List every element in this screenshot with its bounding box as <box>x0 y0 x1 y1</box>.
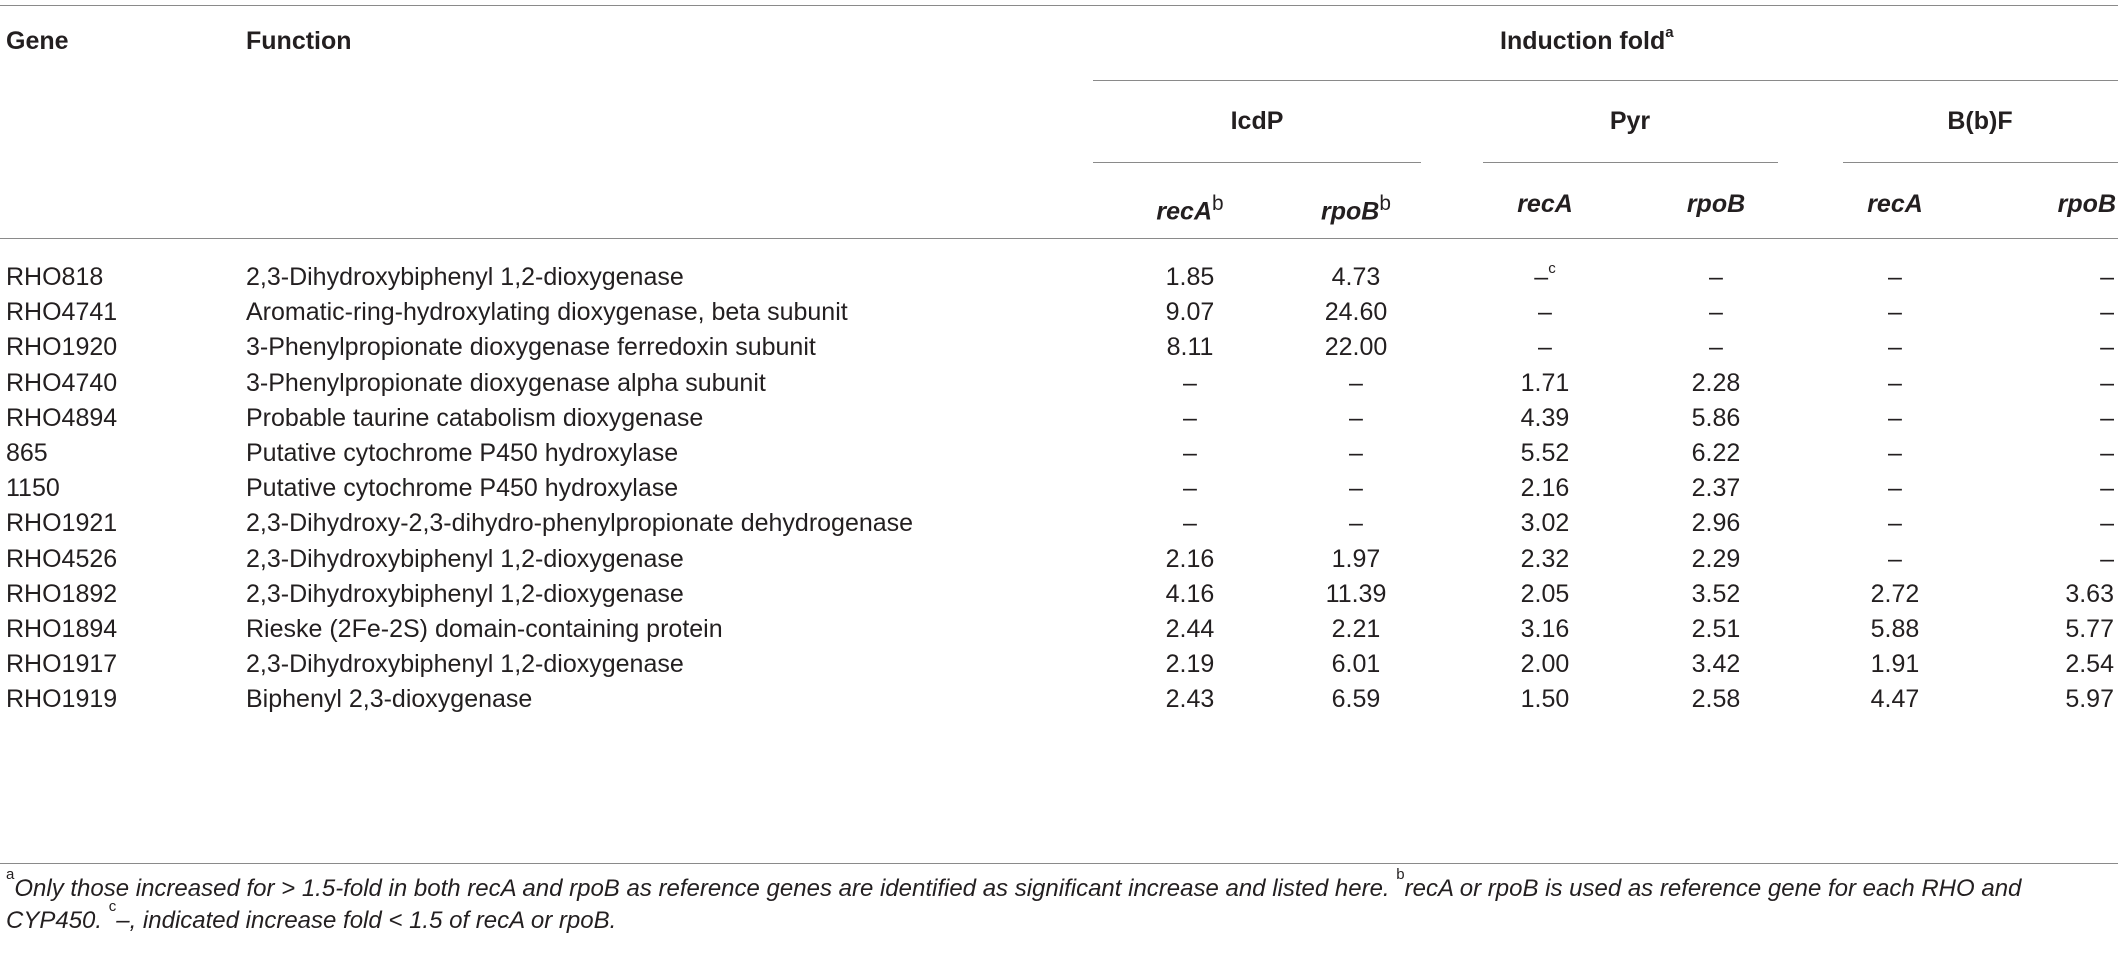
footnote-c-text: –, indicated increase fold < 1.5 of recA or rpoB. <box>116 907 617 934</box>
cell-value-text: 2.19 <box>1165 650 1215 679</box>
cell-value-text: 3.52 <box>1691 579 1741 608</box>
cell-value <box>1646 649 1786 679</box>
cell-value-text: 3.63 <box>2065 579 2114 608</box>
cell-value <box>1646 332 1786 362</box>
cell-value-text: – <box>2100 509 2114 538</box>
cell-value <box>1475 684 1615 714</box>
footnotes <box>6 866 2116 937</box>
cell-value-text: 4.16 <box>1165 579 1215 608</box>
header-subcol-label: rpoB <box>1686 190 1746 218</box>
cell-value-text: 9.07 <box>1165 298 1215 327</box>
cell-value <box>1120 614 1260 644</box>
cell-value <box>1286 297 1426 327</box>
header-subcol-label: rpoB <box>1321 197 1380 226</box>
cell-value <box>1120 579 1260 609</box>
cell-value-text: – <box>2100 544 2114 573</box>
cell-value-text: 2.54 <box>2065 650 2114 679</box>
cell-value <box>1120 297 1260 327</box>
cell-value <box>1286 438 1426 468</box>
cell-value <box>1974 332 2114 362</box>
header-function: Function <box>246 27 352 55</box>
cell-value <box>1286 684 1426 714</box>
cell-value <box>1974 262 2114 292</box>
cell-gene: 1150 <box>6 474 60 503</box>
cell-value <box>1646 508 1786 538</box>
cell-value-text: – <box>2100 333 2114 362</box>
cell-value <box>1120 649 1260 679</box>
cell-value <box>1286 508 1426 538</box>
cell-value-text: – <box>2100 474 2114 503</box>
cell-value-text: 6.22 <box>1691 439 1741 467</box>
cell-function: 2,3-Dihydroxybiphenyl 1,2-dioxygenase <box>246 579 684 608</box>
cell-function: Rieske (2Fe-2S) domain-containing protein <box>246 615 723 643</box>
induction-rule <box>1093 80 2118 81</box>
cell-value-text: – <box>1709 298 1723 327</box>
cell-value <box>1974 684 2114 714</box>
cell-value <box>1646 262 1786 292</box>
cell-function: 2,3-Dihydroxybiphenyl 1,2-dioxygenase <box>246 544 684 573</box>
cell-value-text: 1.91 <box>1870 650 1920 679</box>
footnote-mark-b: b <box>1212 192 1224 215</box>
cell-value <box>1286 473 1426 503</box>
cell-function: Putative cytochrome P450 hydroxylase <box>246 474 679 503</box>
cell-value <box>1825 649 1965 679</box>
header-subcol-1 <box>1286 189 1426 226</box>
cell-value-text: 2.32 <box>1520 544 1570 573</box>
cell-value <box>1475 438 1615 468</box>
cell-value-text: – <box>2100 403 2114 432</box>
header-subcol-label: rpoB <box>2057 190 2116 218</box>
cell-value-text: 6.01 <box>1331 650 1381 679</box>
cell-value-text: 6.59 <box>1331 685 1381 714</box>
cell-value <box>1286 579 1426 609</box>
cell-value <box>1286 649 1426 679</box>
header-gene: Gene <box>6 27 69 55</box>
cell-value-text: 2.28 <box>1691 368 1741 397</box>
cell-gene: RHO4741 <box>6 298 118 327</box>
cell-value-text: 24.60 <box>1324 298 1388 327</box>
cell-gene: RHO1919 <box>6 685 118 714</box>
cell-value-text: – <box>1538 298 1552 327</box>
header-subcol-label: recA <box>1156 197 1212 226</box>
cell-value <box>1646 368 1786 398</box>
cell-value-text: 5.97 <box>2065 685 2114 714</box>
cell-value <box>1120 684 1260 714</box>
cell-value <box>1825 403 1965 433</box>
cell-value-text: – <box>2100 368 2114 397</box>
cell-value-text: 2.16 <box>1520 474 1570 503</box>
cell-value-text: 5.86 <box>1691 403 1741 432</box>
header-group-1: Pyr <box>1609 107 1651 135</box>
footnote-a-mark: a <box>6 866 15 883</box>
cell-value-text: – <box>1183 403 1197 432</box>
cell-value-text: 5.52 <box>1520 439 1570 467</box>
cell-value-text: – <box>1888 474 1902 503</box>
cell-value-text: 1.85 <box>1165 263 1215 291</box>
cell-gene: RHO1920 <box>6 333 118 362</box>
cell-value-text: 2.96 <box>1691 509 1741 538</box>
cell-value <box>1825 684 1965 714</box>
cell-function: Putative cytochrome P450 hydroxylase <box>246 439 679 467</box>
cell-gene: RHO4526 <box>6 544 118 573</box>
cell-value-text: – <box>1709 333 1723 362</box>
header-group-0: IcdP <box>1230 107 1284 135</box>
cell-value <box>1974 544 2114 574</box>
cell-value <box>1825 297 1965 327</box>
cell-value-text: – <box>1349 474 1363 503</box>
cell-value <box>1120 438 1260 468</box>
cell-value <box>1120 473 1260 503</box>
cell-value-text: 2.37 <box>1691 474 1741 503</box>
cell-value <box>1974 614 2114 644</box>
cell-value <box>1825 579 1965 609</box>
cell-value <box>1974 473 2114 503</box>
cell-value-text: – <box>1183 474 1197 503</box>
group-rule-bbf <box>1843 162 2118 163</box>
cell-value-text: – <box>2100 439 2114 467</box>
cell-value-text: – <box>1349 509 1363 538</box>
cell-value-text: – <box>1349 403 1363 432</box>
cell-gene: RHO1921 <box>6 509 118 538</box>
cell-value <box>1120 508 1260 538</box>
cell-value <box>1475 368 1615 398</box>
cell-value <box>1974 297 2114 327</box>
cell-value-text: 2.44 <box>1165 615 1215 643</box>
header-subcol-2 <box>1475 189 1615 219</box>
cell-gene: RHO1894 <box>6 615 118 643</box>
cell-value <box>1286 332 1426 362</box>
cell-value <box>1646 579 1786 609</box>
cell-value-text: 8.11 <box>1166 333 1214 362</box>
cell-value <box>1825 614 1965 644</box>
cell-value <box>1825 544 1965 574</box>
cell-value <box>1120 332 1260 362</box>
cell-value-text: 5.77 <box>2065 615 2114 643</box>
cell-function: Aromatic-ring-hydroxylating dioxygenase, beta subunit <box>246 298 848 327</box>
footnote-b-mark: b <box>1396 866 1405 883</box>
cell-value-text: 1.71 <box>1520 368 1570 397</box>
cell-value-text: – <box>1888 544 1902 573</box>
cell-value-text: 1.50 <box>1520 685 1570 714</box>
footnote-c-mark: c <box>108 898 117 915</box>
footnote-b-text: recA or rpoB is used as reference gene for each RHO and CYP450. <box>6 875 2022 934</box>
cell-value-text: – <box>1888 509 1902 538</box>
cell-value-text: – <box>1183 509 1197 538</box>
cell-function: 2,3-Dihydroxybiphenyl 1,2-dioxygenase <box>246 650 684 679</box>
cell-value-text: 2.58 <box>1691 685 1741 714</box>
cell-value-text: 3.42 <box>1691 650 1741 679</box>
cell-function: 3-Phenylpropionate dioxygenase ferredoxin subunit <box>246 333 816 362</box>
cell-value-text: – <box>1888 403 1902 432</box>
cell-value <box>1646 473 1786 503</box>
cell-value-text: 2.72 <box>1870 579 1920 608</box>
cell-gene: RHO818 <box>6 263 104 291</box>
cell-value <box>1475 579 1615 609</box>
cell-value-text: – <box>1888 333 1902 362</box>
cell-value <box>1646 544 1786 574</box>
cell-value <box>1825 438 1965 468</box>
cell-value-text: – <box>1888 298 1902 327</box>
cell-value <box>1475 259 1615 292</box>
cell-value <box>1646 403 1786 433</box>
cell-value <box>1825 473 1965 503</box>
cell-value <box>1286 614 1426 644</box>
cell-value <box>1646 438 1786 468</box>
cell-value-text: 4.47 <box>1870 685 1920 714</box>
cell-value-text: 3.16 <box>1520 615 1570 643</box>
cell-gene: 865 <box>6 439 48 467</box>
header-subcol-label: recA <box>1517 190 1573 218</box>
cell-value-text: 2.29 <box>1691 544 1741 573</box>
table-bottom-rule <box>0 863 2118 864</box>
cell-value <box>1286 368 1426 398</box>
cell-value-text: 2.21 <box>1331 615 1381 643</box>
cell-value <box>1120 544 1260 574</box>
cell-value-text: 1.97 <box>1331 544 1381 573</box>
cell-value-text: 2.51 <box>1691 615 1741 643</box>
header-subcol-4 <box>1825 189 1965 219</box>
cell-value <box>1475 403 1615 433</box>
cell-value <box>1825 508 1965 538</box>
header-subcol-5 <box>1976 189 2116 219</box>
cell-function: Biphenyl 2,3-dioxygenase <box>246 685 533 714</box>
cell-value <box>1825 332 1965 362</box>
cell-gene: RHO4894 <box>6 403 118 432</box>
cell-value-text: 3.02 <box>1520 509 1570 538</box>
cell-value-text: 2.00 <box>1520 650 1570 679</box>
cell-value-text: 22.00 <box>1324 333 1388 362</box>
cell-value-text: 4.73 <box>1331 263 1381 291</box>
cell-value <box>1974 368 2114 398</box>
cell-value-text: 2.16 <box>1165 544 1215 573</box>
header-subcol-3 <box>1646 189 1786 219</box>
cell-gene: RHO1892 <box>6 579 118 608</box>
cell-value <box>1120 403 1260 433</box>
cell-value-text: – <box>1709 263 1723 291</box>
cell-function: Probable taurine catabolism dioxygenase <box>246 403 704 432</box>
cell-value <box>1475 614 1615 644</box>
cell-value <box>1286 403 1426 433</box>
cell-value <box>1475 649 1615 679</box>
cell-value <box>1475 508 1615 538</box>
cell-gene: RHO1917 <box>6 650 118 679</box>
cell-value <box>1825 368 1965 398</box>
header-induction-fold <box>1500 23 1674 56</box>
cell-function: 3-Phenylpropionate dioxygenase alpha subunit <box>246 368 766 397</box>
cell-value <box>1475 544 1615 574</box>
cell-value-text: – <box>1349 439 1363 467</box>
cell-value-text: – <box>1183 368 1197 397</box>
cell-value <box>1120 368 1260 398</box>
cell-value <box>1646 684 1786 714</box>
cell-value <box>1646 297 1786 327</box>
cell-value <box>1974 403 2114 433</box>
cell-value-text: 11.39 <box>1325 579 1387 608</box>
cell-function: 2,3-Dihydroxy-2,3-dihydro-phenylpropionate dehydrogenase <box>246 509 914 538</box>
cell-value <box>1286 544 1426 574</box>
cell-value-text: – <box>1888 368 1902 397</box>
cell-value <box>1974 508 2114 538</box>
cell-value-text: 5.88 <box>1870 615 1920 643</box>
footnote-a-text: Only those increased for > 1.5-fold in both recA and rpoB as reference genes are identified as significant increase and listed here. <box>14 875 1390 902</box>
header-group-2: B(b)F <box>1947 107 2013 135</box>
cell-value-text: – <box>1888 263 1902 291</box>
cell-value <box>1974 649 2114 679</box>
cell-value-text: – <box>1183 439 1197 467</box>
cell-value-text: 2.05 <box>1520 579 1570 608</box>
cell-value-text: – <box>1888 439 1902 467</box>
group-rule-pyr <box>1483 162 1778 163</box>
cell-value <box>1974 579 2114 609</box>
header-subcol-0 <box>1120 189 1260 226</box>
cell-value <box>1475 473 1615 503</box>
footnote-mark-c: c <box>1548 259 1556 277</box>
cell-value-text: 4.39 <box>1520 403 1570 432</box>
group-rule-icdp <box>1093 162 1421 163</box>
cell-value <box>1825 262 1965 292</box>
footnote-mark-b: b <box>1379 192 1391 215</box>
header-induction-label: Induction fold <box>1500 27 1666 55</box>
cell-value <box>1646 614 1786 644</box>
cell-function: 2,3-Dihydroxybiphenyl 1,2-dioxygenase <box>246 263 684 291</box>
footnote-mark-a: a <box>1665 23 1674 41</box>
cell-value <box>1286 262 1426 292</box>
cell-value <box>1475 297 1615 327</box>
cell-value-text: – <box>1538 333 1552 362</box>
cell-value <box>1475 332 1615 362</box>
cell-value-text: – <box>2100 263 2114 291</box>
header-bottom-rule <box>0 238 2118 239</box>
top-rule <box>0 5 2118 6</box>
cell-value-text: – <box>1349 368 1363 397</box>
cell-value <box>1974 438 2114 468</box>
cell-value-text: – <box>1534 263 1549 291</box>
cell-gene: RHO4740 <box>6 368 118 397</box>
header-subcol-label: recA <box>1867 190 1923 218</box>
cell-value-text: – <box>2100 298 2114 327</box>
cell-value <box>1120 262 1260 292</box>
cell-value-text: 2.43 <box>1165 685 1215 714</box>
